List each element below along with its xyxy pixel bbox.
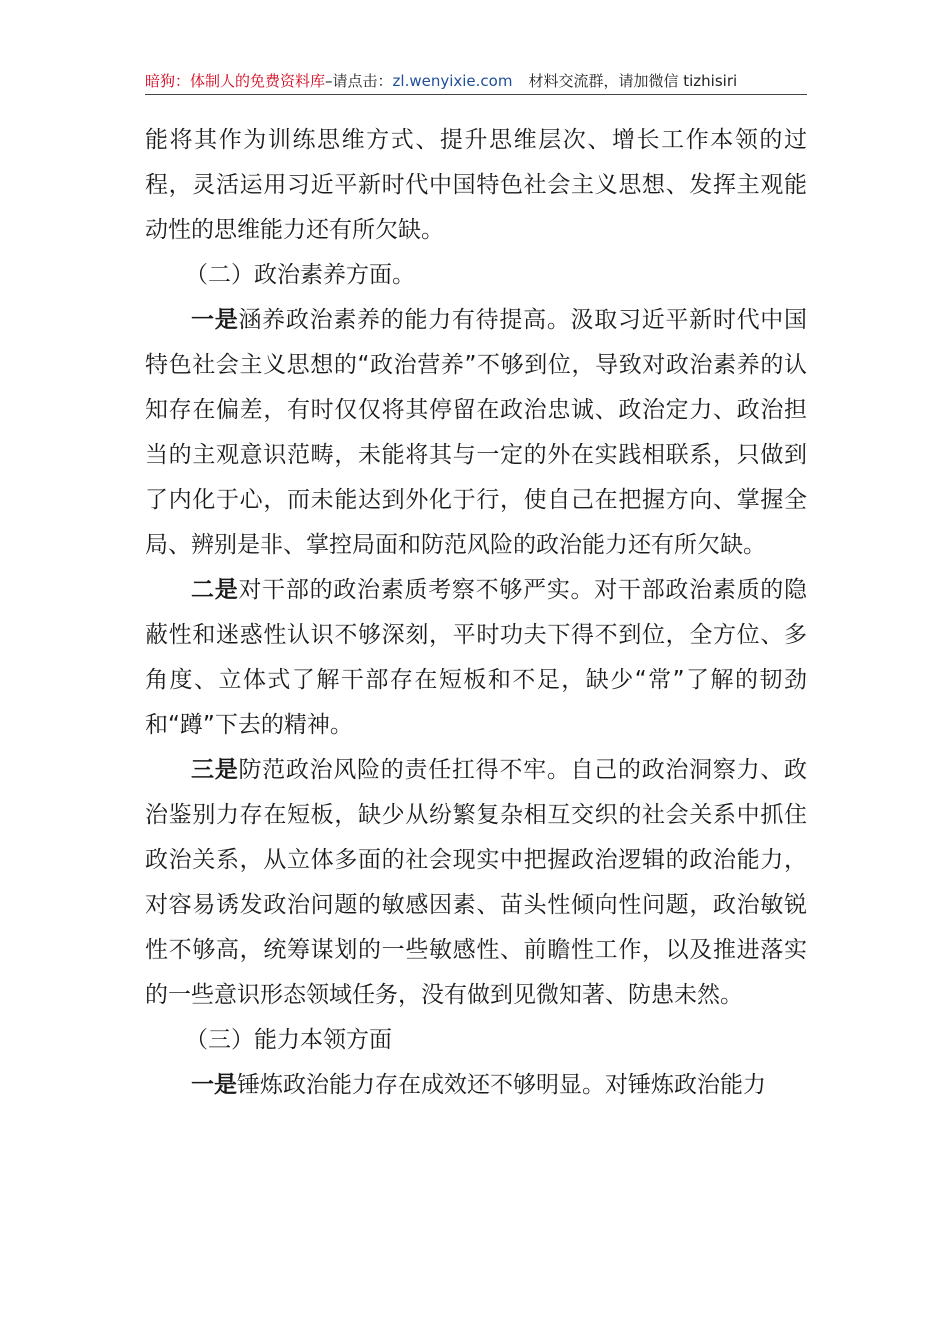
paragraph-item <box>145 1063 807 1108</box>
paragraph-text: 涵养政治素养的能力有待提高。汲取习近平新时代中国特色社会主义思想的“政治营养”不够到位，导致对政治素养的认知存在偏差，有时仅仅将其停留在政治忠诚、政治定力、政治担当的主观意识范畴，未能将其与一定的外在实践相联系，只做到了内化于心，而未能达到外化于行，使自己在把握方向、掌握全局、辨别是非、掌控局面和防范风险的政治能力还有所欠缺。 <box>145 307 808 558</box>
paragraph-item <box>145 748 807 1018</box>
paragraph-text: 能将其作为训练思维方式、提升思维层次、增长工作本领的过程，灵活运用习近平新时代中国特色社会主义思想、发挥主观能动性的思维能力还有所欠缺。 <box>145 127 807 243</box>
item-lead: 一是 <box>191 1072 237 1098</box>
paragraph-text: 防范政治风险的责任扛得不牢。自己的政治洞察力、政治鉴别力存在短板，缺少从纷繁复杂相互交织的社会关系中抓住政治关系，从立体多面的社会现实中把握政治逻辑的政治能力，对容易诱发政治问题的敏感因素、苗头性倾向性问题，政治敏锐性不够高，统筹谋划的一些敏感性、前瞻性工作，以及推进落实的一些意识形态领域任务，没有做到见微知著、防患未然。 <box>145 757 808 1008</box>
section-heading-text: （二）政治素养方面。 <box>185 262 415 288</box>
item-lead: 三是 <box>191 757 239 783</box>
paragraph-item <box>145 568 807 748</box>
section-heading-text: （三）能力本领方面 <box>185 1027 392 1053</box>
page-header <box>145 68 807 94</box>
item-lead: 二是 <box>191 577 239 603</box>
header-divider <box>145 94 807 95</box>
document-body <box>145 118 807 1108</box>
header-brand: 暗狗：体制人的免费资料库 <box>145 72 326 90</box>
section-heading-ability <box>145 1018 807 1063</box>
paragraph-text: 对干部的政治素质考察不够严实。对干部政治素质的隐蔽性和迷惑性认识不够深刻，平时功夫下得不到位，全方位、多角度、立体式了解干部存在短板和不足，缺少“常”了解的韧劲和“蹲”下去的精神。 <box>145 577 808 738</box>
header-link[interactable]: zl.wenyixie.com <box>392 72 513 90</box>
paragraph-item <box>145 298 807 568</box>
item-lead: 一是 <box>191 307 239 333</box>
paragraph-text: 锤炼政治能力存在成效还不够明显。对锤炼政治能力 <box>237 1072 766 1098</box>
header-group-note: 材料交流群，请加微信 tizhisiri <box>528 72 738 90</box>
section-heading-political-quality <box>145 253 807 298</box>
paragraph-continuation <box>145 118 807 253</box>
header-prompt: –请点击： <box>325 72 393 90</box>
